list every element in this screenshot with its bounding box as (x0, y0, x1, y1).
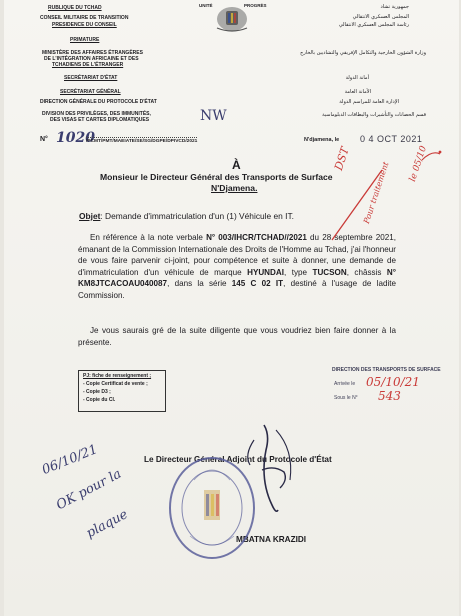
enclosures-title: PJ: fiche de renseignement ; (83, 373, 152, 379)
header-ar-7: الإدارة العامة للمراسم الدولة (339, 99, 399, 105)
signature-title: Le Directeur Général Adjoint du Protocole d'État (144, 455, 332, 464)
reference-number: 1020 (56, 130, 95, 146)
stamp-arrival-label: Arrivée le (334, 381, 356, 387)
stamp-title: DIRECTION DES TRANSPORTS DE SURFACE (332, 367, 441, 373)
header-ar-2: المجلس العسكري الانتقالي (352, 14, 409, 20)
handwritten-date: 06/10/21 (40, 442, 100, 478)
header-ar-5: أمانة الدولة (345, 75, 369, 81)
margin-note: Pour traitement (362, 160, 391, 225)
document-page (4, 0, 459, 616)
enclosure-item: - Copie Certificat de vente ; (83, 381, 148, 387)
stamp-number-value: 543 (378, 389, 401, 403)
recipient-line-2: N'Djamena. (211, 183, 258, 193)
recipient-to: À (232, 158, 241, 172)
coat-of-arms-emblem (212, 4, 252, 34)
header-secretariat: SECRÉTARIAT D'ÉTAT (64, 75, 118, 81)
enclosure-item: - Copie du CI. (83, 397, 116, 403)
motto-left: UNITÉ (199, 3, 213, 8)
p1-part: , châssis (346, 267, 387, 277)
header-ministry-2: DE L'INTÉGRATION AFRICAINE ET DES (44, 56, 139, 62)
enclosures-box (78, 370, 166, 412)
note-number: N° 003/IHCR/TCHAD//2021 (206, 233, 307, 242)
recipient-line-1: Monsieur le Directeur Général des Transports de Surface (100, 172, 333, 182)
reception-stamp (332, 367, 456, 405)
header-ar-3: رئاسة المجلس العسكري الانتقالي (338, 22, 409, 28)
reference-prefix: N° (40, 136, 48, 143)
p1-part: du 28 septembre 2021, émanant de la Commission Internationale des Droits de l'Homme au Tchad, j'ai l'honneur de vous faire parvenir ci-joint, pour compétence et suite à donner, une demande de d'immatriculation d'un véhicule de marque (78, 233, 396, 277)
header-council: CONSEIL MILITAIRE DE TRANSITION (40, 15, 129, 21)
vehicle-type: TUCSON (312, 267, 347, 277)
stamp-arrival-value: 05/10/21 (366, 375, 420, 389)
object-label: Objet (79, 211, 101, 221)
object-text: : Demande d'immatriculation d'un (1) Véhicule en IT. (100, 211, 294, 221)
series-number: 145 C 02 IT (231, 279, 284, 288)
handwritten-initials: NW (200, 108, 227, 124)
motto-right: PROGRÈS (244, 3, 267, 8)
p1-part: , dans la série (167, 279, 232, 288)
place-date-label: N'djamena, le (304, 137, 340, 143)
enclosure-item: - Copie D3 ; (83, 389, 111, 395)
header-general-secretariat: SECRÉTARIAT GÉNÉRAL (60, 89, 121, 95)
p1-part: , destiné à l'usage de ladite Commission. (78, 279, 396, 300)
header-primature: PRIMATURE (70, 37, 100, 43)
p1-part: , type (283, 267, 313, 277)
header-presidency: PRESIDENCE DU CONSEIL (52, 22, 117, 28)
header-protocol: DIRECTION GÉNÉRALE DU PROTOCOLE D'ÉTAT (40, 99, 157, 105)
header-division-1: DIVISION DES PRIVILÈGES, DES IMMUNITÉS, (42, 111, 151, 117)
header-republic: RUBLIQUE DU TCHAD (48, 5, 102, 11)
p1-part: En référence à la note verbale (90, 233, 207, 242)
handwritten-note-2: plaque (84, 507, 131, 542)
header-ar-1: جمهورية تشاد (380, 4, 409, 10)
reference-code: /PCMT/PMT/MAEIATE/SE/SG/DGPE/DPIVCD/2021 (86, 139, 198, 144)
object-line (79, 211, 294, 221)
margin-date: le 05/10 (408, 144, 429, 184)
header-ar-6: الأمانة العامة (344, 89, 371, 95)
handwritten-signature (214, 410, 334, 530)
header-ministry-3: TCHADIENS DE L'ÉTRANGER (52, 62, 124, 68)
header-division-2: DES VISAS ET CARTES DIPLOMATIQUES (50, 117, 150, 123)
header-ar-4: وزارة الشؤون الخارجية والتكامل الإفريقي والتشاديين بالخارج (300, 50, 426, 56)
header-ministry-1: MINISTÈRE DES AFFAIRES ÉTRANGÈRES (42, 50, 143, 56)
vehicle-brand: HYUNDAI (247, 267, 284, 277)
margin-dst: DST (332, 145, 352, 173)
body-paragraph-2: Je vous saurais gré de la suite diligente que vous voudriez bien faire donner à la présente. (78, 326, 396, 347)
stamp-number-label: Sous le N° (334, 395, 358, 401)
chassis-number: N° KM8JTCACOAU040087 (78, 267, 396, 288)
date-stamp: 0 4 OCT 2021 (360, 134, 423, 144)
handwritten-note-1: OK pour la (54, 466, 124, 514)
signature-name: MBATNA KRAZIDI (236, 535, 307, 544)
header-ar-8: قسم الحصانات والتأشيرات والبطاقات الدبلوماسية (322, 112, 426, 118)
